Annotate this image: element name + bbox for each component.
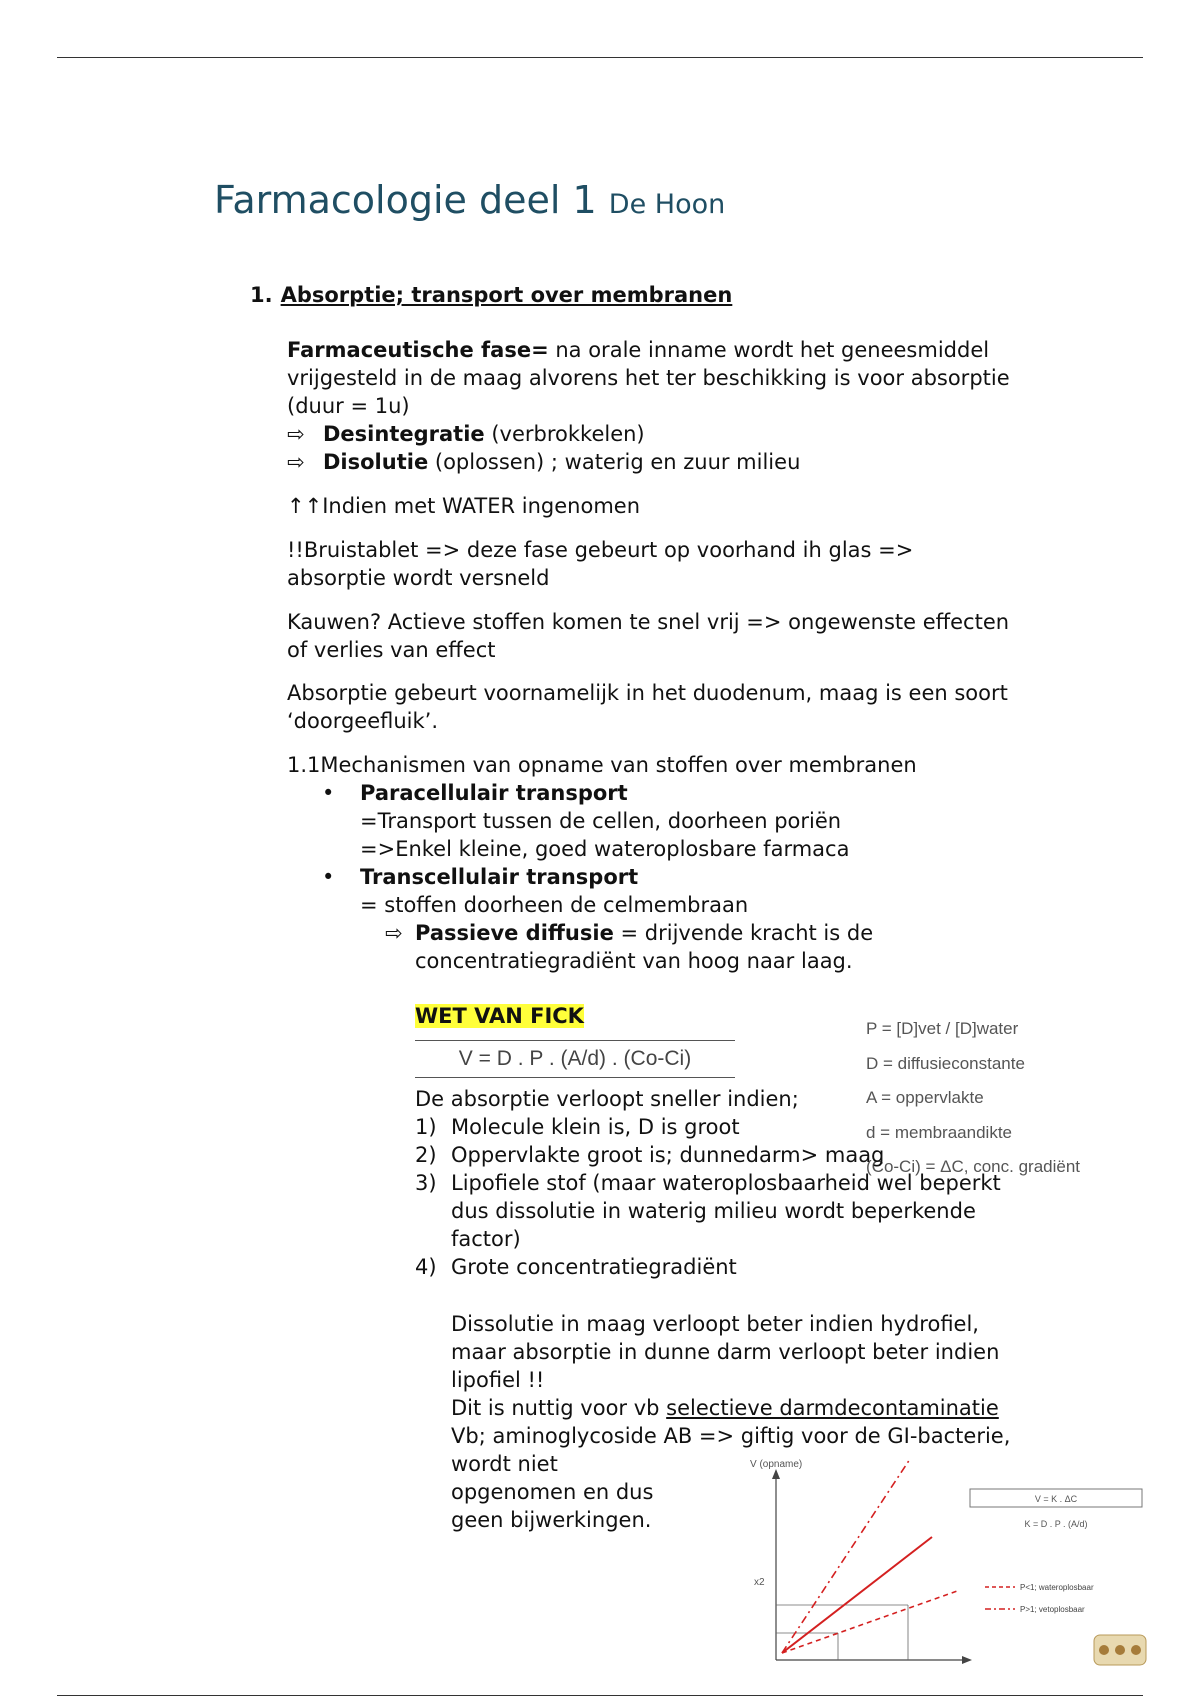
paracellulair-line1: =Transport tussen de cellen, doorheen poriën [360, 809, 842, 833]
cell-nucleus [1131, 1645, 1141, 1655]
note-absorptie [287, 679, 1008, 735]
legend-dd: d = membraandikte [866, 1122, 1012, 1142]
box-formula-1: V = K . ΔC [1034, 1494, 1078, 1504]
bullet-icon: • [322, 865, 335, 889]
bottom-rule [57, 1695, 1143, 1696]
title-subtitle: De Hoon [608, 189, 726, 220]
legend-c: (Co-Ci) = ΔC, conc. gradiënt [866, 1157, 1081, 1176]
fick-list-item [415, 1141, 1001, 1169]
dissolutie-line6: wordt niet [451, 1452, 558, 1476]
disolutie-rest: (oplossen) ; waterig en zuur milieu [434, 450, 801, 474]
absorptie-line1: Absorptie gebeurt voornamelijk in het duodenum, maag is een soort [287, 681, 1008, 705]
legend-p: P = [D]vet / [D]water [866, 1019, 1019, 1038]
bruis-line1: !!Bruistablet => deze fase gebeurt op voorhand ih glas => [287, 538, 914, 562]
note-kauwen [287, 608, 1009, 664]
arrow-icon: ⇨ [385, 921, 403, 945]
fick-label-text: WET VAN FICK [415, 1004, 584, 1028]
fick-list-number: 4) [415, 1255, 437, 1279]
top-rule [57, 57, 1143, 58]
fick-list-text: Molecule klein is, D is groot [451, 1115, 740, 1139]
diffusion-graph [720, 1455, 1160, 1680]
fick-list-item [415, 1225, 1001, 1253]
fick-list-item [415, 1253, 1001, 1281]
farmaceutische-line1: na orale inname wordt het geneesmiddel [555, 338, 990, 362]
fick-list-text: dus dissolutie in waterig milieu wordt beperkende [451, 1199, 976, 1223]
legend-a: A = oppervlakte [866, 1088, 984, 1107]
note-bruistablet [287, 536, 913, 592]
disolutie-term: Disolutie [323, 450, 429, 474]
fick-list-item [415, 1197, 1001, 1225]
mechanismen-heading: 1.1Mechanismen van opname van stoffen over membranen [287, 753, 917, 777]
section-number: 1. [250, 283, 273, 307]
paracellulair-block [322, 779, 849, 919]
dissolutie-line3: lipofiel !! [451, 1368, 545, 1392]
dissolutie-line5: Vb; aminoglycoside AB => giftig voor de GI-bacterie, [451, 1424, 1011, 1448]
bruis-line2: absorptie wordt versneld [287, 566, 550, 590]
note-water: ↑↑Indien met WATER ingenomen [287, 494, 641, 518]
cell-nucleus [1099, 1645, 1109, 1655]
fick-list-text: Grote concentratiegradiënt [451, 1255, 737, 1279]
absorptie-line2: ‘doorgeefluik’. [287, 709, 439, 733]
cell-nucleus [1115, 1645, 1125, 1655]
x2-label: x2 [754, 1577, 765, 1588]
desintegratie-rest: (verbrokkelen) [491, 422, 645, 446]
darmdecontaminatie-link: selectieve darmdecontaminatie [666, 1396, 999, 1420]
legend-wateroplosbaar: P<1; wateroplosbaar [1020, 1583, 1094, 1592]
fick-list [415, 1113, 1001, 1281]
page-title [214, 178, 725, 222]
section-heading [250, 283, 732, 307]
passief-rest: = drijvende kracht is de [620, 921, 874, 945]
farmaceutische-term: Farmaceutische fase= [287, 338, 549, 362]
fick-list-number: 2) [415, 1143, 437, 1167]
dissolutie-line1: Dissolutie in maag verloopt beter indien hydrofiel, [451, 1312, 979, 1336]
box-formula-2: K = D . P . (A/d) [1024, 1519, 1088, 1529]
line-solid [782, 1537, 932, 1653]
arrow-icon: ⇨ [287, 422, 305, 446]
section-title: Absorptie; transport over membranen [280, 283, 733, 307]
kauwen-line2: of verlies van effect [287, 638, 496, 662]
passieve-diffusie-block [385, 919, 873, 975]
title-main: Farmacologie deel 1 [214, 178, 597, 222]
farmaceutische-block [287, 336, 1010, 476]
legend-d: D = diffusieconstante [866, 1053, 1025, 1073]
transcellulair-title: Transcellulair transport [360, 865, 639, 889]
fick-list-text: Oppervlakte groot is; dunnedarm> maag [451, 1143, 885, 1167]
dissolutie-line7: opgenomen en dus [451, 1480, 654, 1504]
fick-list-item [415, 1113, 1001, 1141]
transcellulair-line1: = stoffen doorheen de celmembraan [360, 893, 749, 917]
dissolutie-line8: geen bijwerkingen. [451, 1508, 652, 1532]
fick-list-item [415, 1169, 1001, 1197]
fick-list-number: 1) [415, 1115, 437, 1139]
fick-list-number: 3) [415, 1171, 437, 1195]
fick-formula: V = D . P . (A/d) . (Co-Ci) [415, 1040, 735, 1078]
paracellulair-title: Paracellulair transport [360, 781, 628, 805]
y-axis-arrow [772, 1469, 780, 1479]
fick-list-text: Lipofiele stof (maar wateroplosbaarheid wel beperkt [451, 1171, 1001, 1195]
y-axis-label: V (opname) [750, 1459, 803, 1470]
dissolutie-line2: maar absorptie in dunne darm verloopt beter indien [451, 1340, 1000, 1364]
line-vetoplosbaar-dashdot [782, 1459, 910, 1653]
fick-list-text: factor) [451, 1227, 521, 1251]
line-wateroplosbaar-dashed [782, 1590, 960, 1653]
dissolutie-line4-pre: Dit is nuttig voor vb [451, 1396, 660, 1420]
kauwen-line1: Kauwen? Actieve stoffen komen te snel vrij => ongewenste effecten [287, 610, 1010, 634]
passief-term: Passieve diffusie [415, 921, 614, 945]
passief-line2: concentratiegradiënt van hoog naar laag. [415, 949, 853, 973]
x-axis-arrow [962, 1656, 972, 1664]
farmaceutische-line3: (duur = 1u) [287, 394, 410, 418]
legend-vetoplosbaar: P>1; vetoplosbaar [1020, 1605, 1085, 1614]
desintegratie-term: Desintegratie [323, 422, 485, 446]
fick-intro: De absorptie verloopt sneller indien; [415, 1087, 799, 1111]
paracellulair-line2: =>Enkel kleine, goed wateroplosbare farmaca [360, 837, 850, 861]
farmaceutische-line2: vrijgesteld in de maag alvorens het ter beschikking is voor absorptie [287, 366, 1010, 390]
arrow-icon: ⇨ [287, 450, 305, 474]
bullet-icon: • [322, 781, 335, 805]
fick-label [415, 1002, 584, 1030]
